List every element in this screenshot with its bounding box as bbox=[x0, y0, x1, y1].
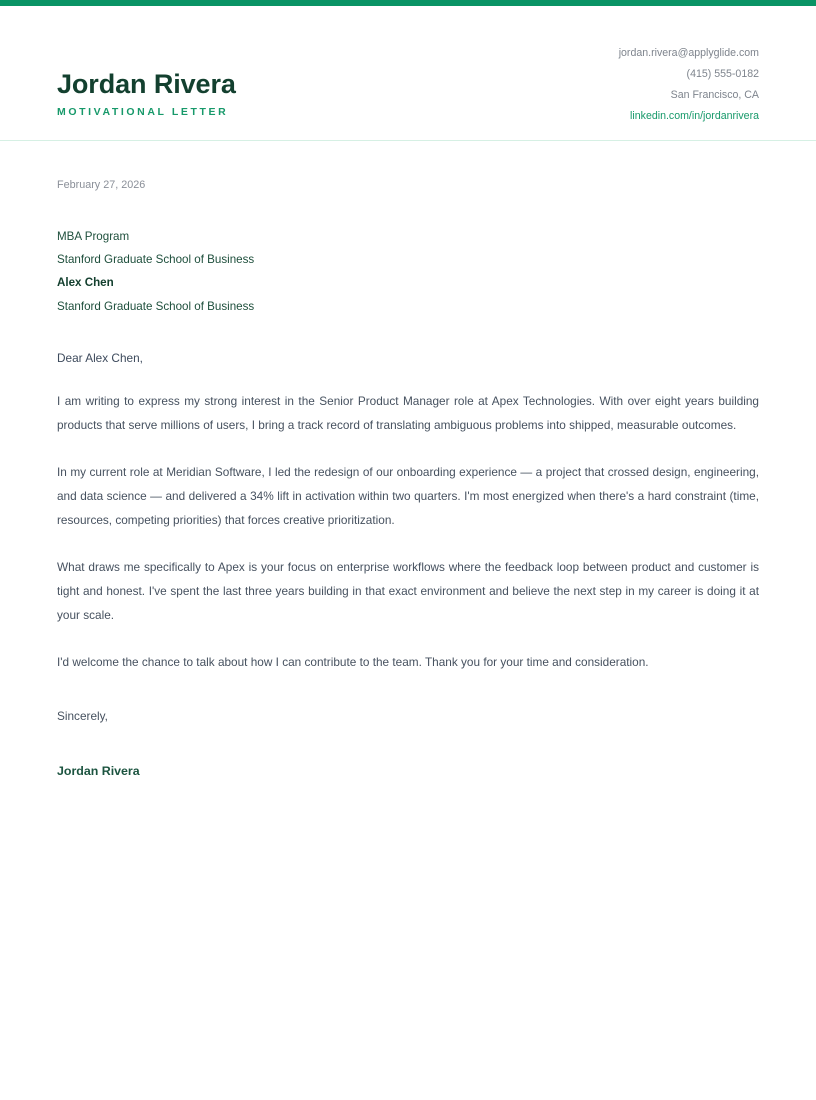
recipient-block bbox=[57, 225, 759, 318]
signature-name: Jordan Rivera bbox=[57, 763, 140, 778]
contact-linkedin-link[interactable]: linkedin.com/in/jordanrivera bbox=[630, 110, 759, 122]
letter-body bbox=[0, 178, 816, 779]
page-title: Jordan Rivera bbox=[57, 69, 236, 99]
identity-block bbox=[57, 36, 236, 118]
recipient-institution: Stanford Graduate School of Business bbox=[57, 253, 255, 267]
header-divider bbox=[0, 140, 816, 141]
document-subtitle: MOTIVATIONAL LETTER bbox=[57, 106, 229, 119]
contact-location: San Francisco, CA bbox=[670, 89, 759, 101]
body-paragraph: In my current role at Meridian Software, I led the redesign of our onboarding experience — a project that crossed design, engineering, and data science — and delivered a 34% lift in activation within two quarters. I'm most energized when there's a hard constraint (time, resources, competing priorities) that forces creative prioritization. bbox=[57, 465, 759, 528]
contact-block bbox=[619, 36, 759, 127]
salutation: Dear Alex Chen, bbox=[57, 350, 143, 365]
recipient-name: Alex Chen bbox=[57, 276, 114, 290]
recipient-institution-secondary: Stanford Graduate School of Business bbox=[57, 299, 255, 313]
contact-email: jordan.rivera@applyglide.com bbox=[618, 47, 759, 59]
body-paragraph: I am writing to express my strong interest in the Senior Product Manager role at Apex Technologies. With over eight years building products that serve millions of users, I bring a track record of translating ambiguous problems into shipped, measurable outcomes. bbox=[57, 394, 759, 433]
body-paragraph: I'd welcome the chance to talk about how I can contribute to the team. Thank you for your time and consideration. bbox=[57, 655, 649, 670]
letterhead bbox=[0, 6, 816, 140]
closing-salutation: Sincerely, bbox=[57, 709, 108, 724]
letter-date: February 27, 2026 bbox=[57, 179, 146, 191]
contact-phone: (415) 555-0182 bbox=[686, 68, 759, 80]
recipient-program: MBA Program bbox=[57, 230, 130, 244]
body-paragraph: What draws me specifically to Apex is your focus on enterprise workflows where the feedback loop between product and customer is tight and honest. I've spent the last three years building in that exact environment and believe the next step in my career is doing it at your scale. bbox=[57, 560, 759, 623]
